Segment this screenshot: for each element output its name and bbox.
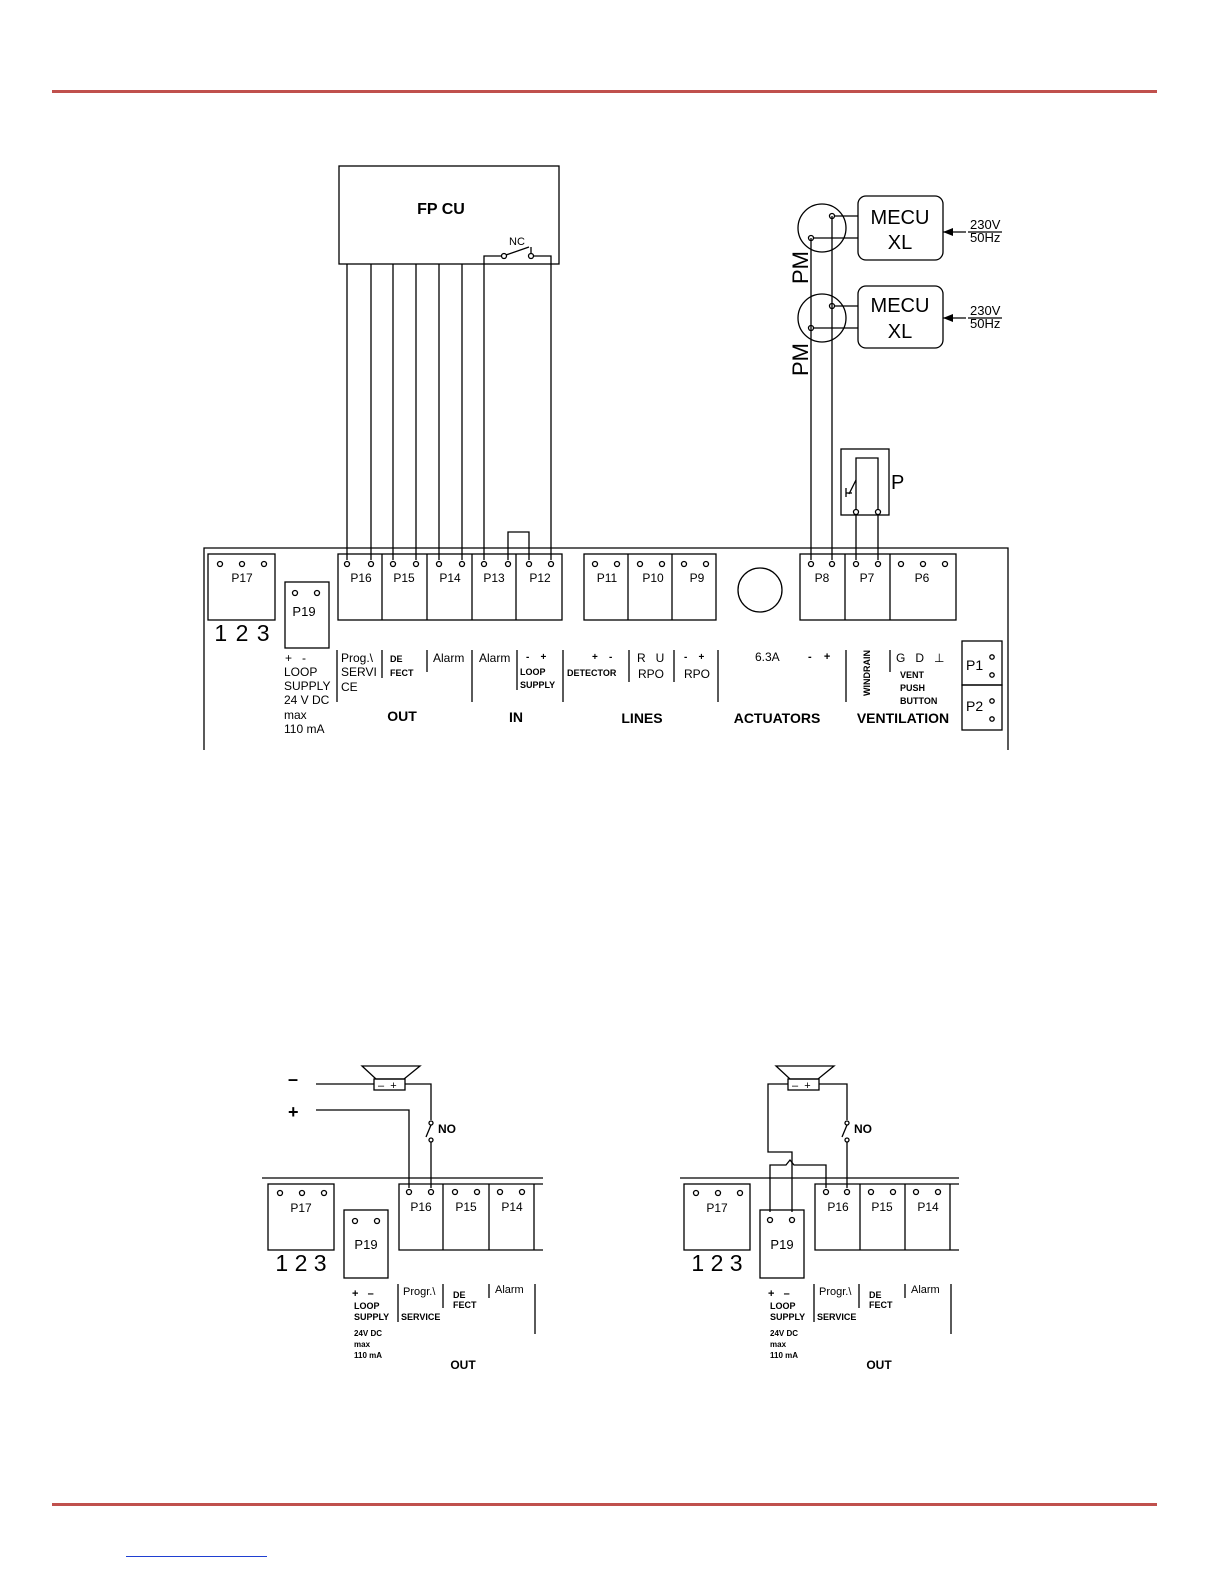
detail-right-dc-line2: max xyxy=(770,1340,787,1349)
terminal-p7: P7 xyxy=(859,571,875,585)
fp-cu-wires xyxy=(347,264,529,560)
mecu-bottom-line2: XL xyxy=(887,321,913,343)
group-lines: LINES xyxy=(621,710,663,726)
detail-left-alarm: Alarm xyxy=(495,1284,524,1296)
power-freq-top: 50Hz xyxy=(970,230,1001,245)
vent-push-line1: VENT xyxy=(900,670,925,680)
main-wiring-diagram xyxy=(204,166,1008,750)
terminal-p6: P6 xyxy=(914,571,930,585)
loop-supply-line4: max xyxy=(284,708,307,722)
detail-left-dc-line2: max xyxy=(354,1340,371,1349)
detail-left-loop-polarity: + – xyxy=(352,1288,374,1300)
rpo-polarity: - + xyxy=(684,652,705,663)
detail-right-loop-line1: LOOP xyxy=(770,1301,796,1311)
detail-right-dc-line3: 110 mA xyxy=(770,1351,799,1360)
power-voltage-top: 230V xyxy=(970,217,1001,232)
detail-right-p17-pins: 1 2 3 xyxy=(691,1250,743,1276)
loop-supply-line2: SUPPLY xyxy=(284,679,331,693)
detail-right-p16: P16 xyxy=(827,1200,849,1214)
ru-label: R U xyxy=(637,651,665,665)
power-freq-bottom: 50Hz xyxy=(970,316,1001,331)
terminal-p12: P12 xyxy=(529,571,551,585)
supply-plus: + xyxy=(288,1102,299,1122)
terminal-p2: P2 xyxy=(966,698,984,714)
no-contact-label: NO xyxy=(854,1122,872,1136)
loop-supply-line1: LOOP xyxy=(284,665,318,679)
defect-line1: DE xyxy=(390,654,403,664)
group-out: OUT xyxy=(387,708,417,724)
loop-supply-line5: 110 mA xyxy=(284,722,325,736)
detail-left-p19: P19 xyxy=(354,1237,378,1252)
detail-right-p19: P19 xyxy=(770,1237,794,1252)
terminal-p14: P14 xyxy=(439,571,461,585)
terminal-p1: P1 xyxy=(966,657,984,673)
actuator-polarity: - + xyxy=(808,651,831,663)
sounder-icon xyxy=(776,1066,834,1079)
nc-contact xyxy=(484,247,551,560)
gd-ground-label: G D ⊥ xyxy=(896,651,945,665)
motor-symbol-bottom xyxy=(798,294,846,342)
detail-left-out: OUT xyxy=(450,1358,476,1372)
detail-left-defect-2: FECT xyxy=(453,1300,477,1310)
mecu-top-line2: XL xyxy=(887,232,913,254)
detail-right-loop-line2: SUPPLY xyxy=(770,1312,806,1322)
detail-left-defect-1: DE xyxy=(453,1290,466,1300)
sounder-polarity: – + xyxy=(792,1080,811,1092)
terminal-p10: P10 xyxy=(642,571,664,585)
in-loop-polarity: - + xyxy=(526,652,547,663)
terminal-p13: P13 xyxy=(483,571,505,585)
detail-left-prog: Progr.\ xyxy=(403,1286,436,1298)
rpo-label-1: RPO xyxy=(638,667,665,681)
detail-right-dc-line1: 24V DC xyxy=(770,1329,799,1338)
terminal-p19: P19 xyxy=(292,604,316,619)
prog-service-line3: CE xyxy=(341,680,358,694)
alarm-out-label: Alarm xyxy=(433,651,465,665)
terminal-p8: P8 xyxy=(814,571,830,585)
detail-left-dc-line3: 110 mA xyxy=(354,1351,383,1360)
mecu-top-line1: MECU xyxy=(870,207,930,229)
detail-left-p17-pins: 1 2 3 xyxy=(275,1250,327,1276)
in-loop-supply-line1: LOOP xyxy=(520,667,546,677)
detail-right-p14: P14 xyxy=(917,1200,939,1214)
detail-right-alarm: Alarm xyxy=(911,1284,940,1296)
defect-line2: FECT xyxy=(390,668,414,678)
pm-label-bottom: PM xyxy=(788,343,813,376)
detector-label: DETECTOR xyxy=(567,668,617,678)
terminal-p9: P9 xyxy=(689,571,705,585)
detail-right-out: OUT xyxy=(866,1358,892,1372)
detail-right-defect-2: FECT xyxy=(869,1300,893,1310)
terminal-p11: P11 xyxy=(596,571,618,585)
detail-right-defect-1: DE xyxy=(869,1290,882,1300)
fuse-rating: 6.3A xyxy=(755,650,780,664)
group-ventilation: VENTILATION xyxy=(856,710,950,726)
terminal-p15: P15 xyxy=(393,571,415,585)
detail-right-diagram xyxy=(680,1066,959,1372)
detail-left-p14: P14 xyxy=(501,1200,523,1214)
detail-left-p15: P15 xyxy=(455,1200,477,1214)
alarm-in-label: Alarm xyxy=(479,651,511,665)
mecu-bottom-line1: MECU xyxy=(870,295,930,317)
supply-minus: – xyxy=(288,1069,299,1089)
detail-left-loop-line1: LOOP xyxy=(354,1301,380,1311)
vent-push-line2: PUSH xyxy=(900,683,926,693)
group-actuators: ACTUATORS xyxy=(733,710,821,726)
nc-label: NC xyxy=(509,236,525,248)
detail-right-p17: P17 xyxy=(706,1201,728,1215)
detail-left-loop-line2: SUPPLY xyxy=(354,1312,390,1322)
vent-push-line3: BUTTON xyxy=(900,696,938,706)
detail-left-p17: P17 xyxy=(290,1201,312,1215)
detail-right-prog: Progr.\ xyxy=(819,1286,852,1298)
terminal-p17: P17 xyxy=(231,571,253,585)
prog-service-line2: SERVI xyxy=(341,665,377,679)
windrain-label: WINDRAIN xyxy=(862,650,872,696)
detail-left-service: SERVICE xyxy=(401,1312,441,1322)
loop-supply-polarity: + - xyxy=(285,651,307,665)
power-voltage-bottom: 230V xyxy=(970,303,1001,318)
fuse-holder xyxy=(738,568,782,612)
in-loop-supply-line2: SUPPLY xyxy=(520,680,556,690)
prog-service-line1: Prog.\ xyxy=(341,651,374,665)
vent-push-button-box xyxy=(841,449,889,515)
sounder-icon xyxy=(362,1066,420,1079)
loop-supply-line3: 24 V DC xyxy=(284,693,330,707)
motor-symbol-top xyxy=(798,204,846,252)
detail-left-dc-line1: 24V DC xyxy=(354,1329,383,1338)
sounder-polarity: – + xyxy=(378,1080,397,1092)
detail-right-service: SERVICE xyxy=(817,1312,857,1322)
fp-cu-label: FP CU xyxy=(417,201,465,218)
detector-polarity: + - xyxy=(592,652,613,663)
push-button-letter: P xyxy=(891,472,905,494)
p17-pin-numbers: 1 2 3 xyxy=(214,620,270,646)
group-in: IN xyxy=(509,709,523,725)
no-contact-label: NO xyxy=(438,1122,456,1136)
detail-right-loop-polarity: + – xyxy=(768,1288,790,1300)
pm-label-top: PM xyxy=(788,251,813,284)
detail-right-p15: P15 xyxy=(871,1200,893,1214)
detail-left-diagram xyxy=(262,1066,543,1372)
rpo-label-2: RPO xyxy=(684,667,711,681)
terminal-p16: P16 xyxy=(350,571,372,585)
detail-left-p16: P16 xyxy=(410,1200,432,1214)
